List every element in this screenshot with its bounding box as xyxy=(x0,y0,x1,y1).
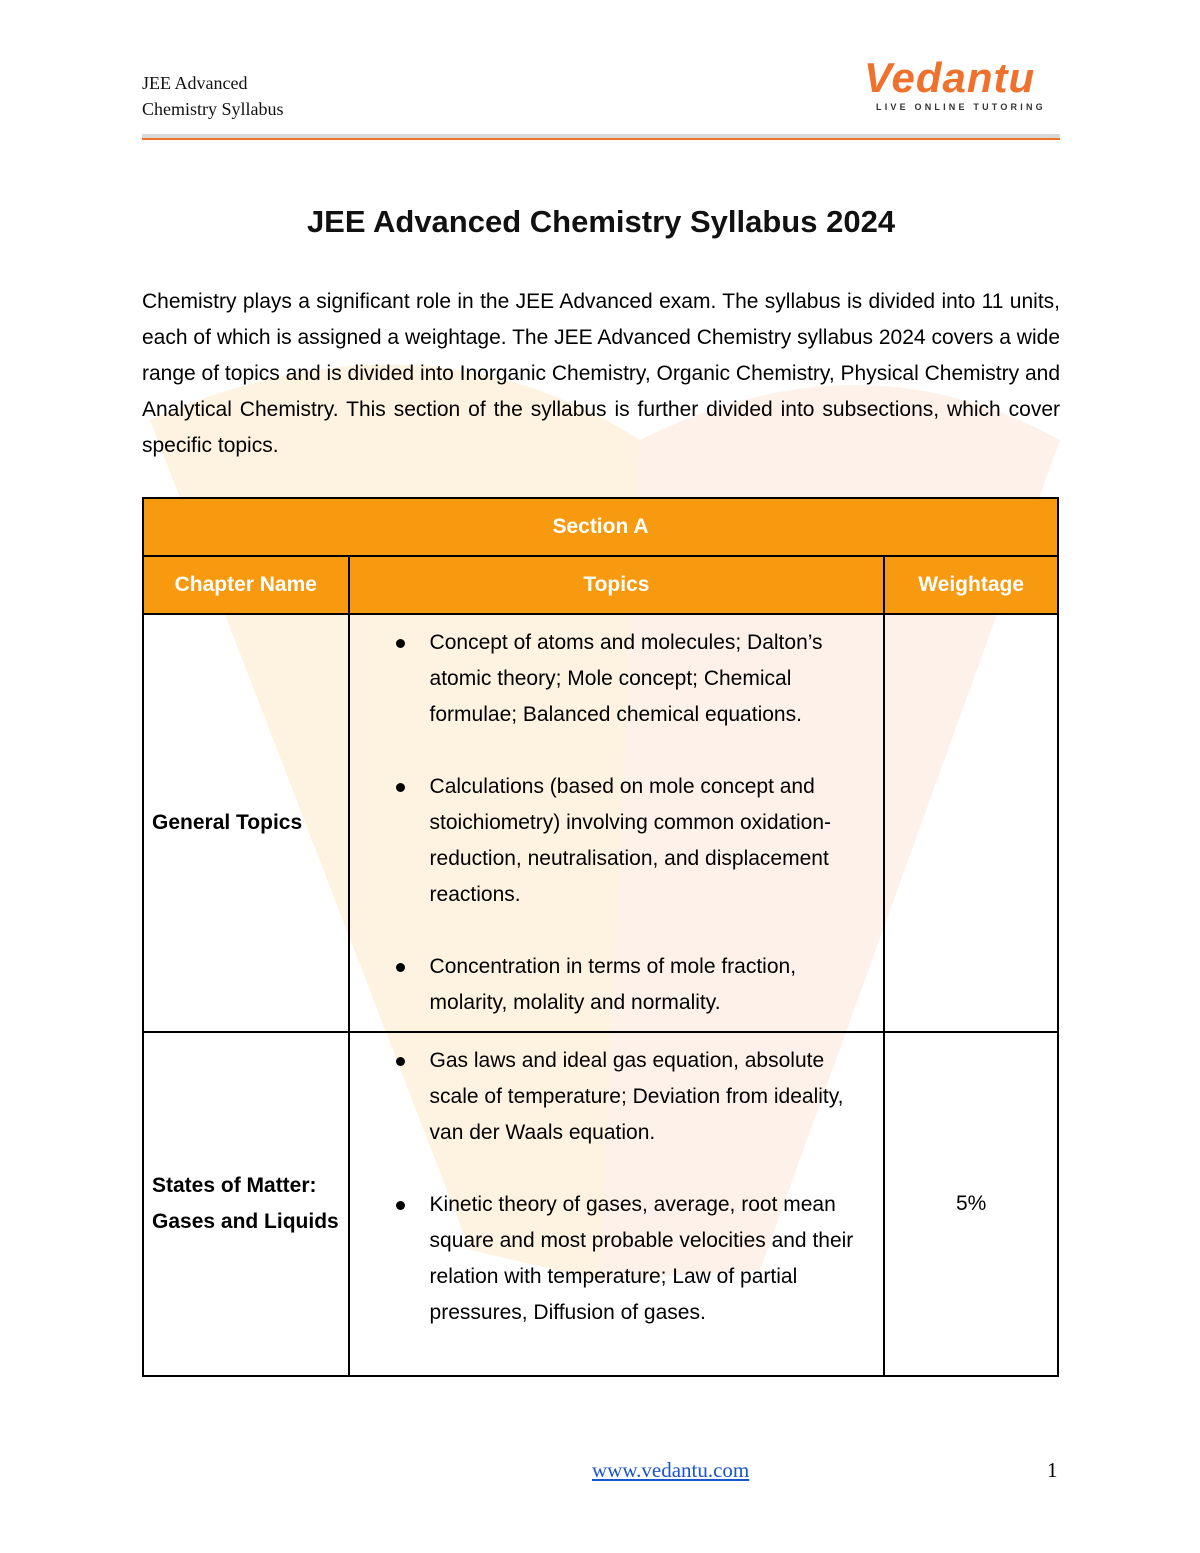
weightage-value xyxy=(884,614,1058,1032)
list-item xyxy=(350,769,874,913)
topic-list xyxy=(350,1043,874,1331)
header-line-1: JEE Advanced xyxy=(142,73,248,93)
topic-text: Concentration in terms of mole fraction, molarity, molality and normality. xyxy=(429,955,797,1014)
logo-tagline: LIVE ONLINE TUTORING xyxy=(876,102,1046,112)
topic-text: Concept of atoms and molecules; Dalton’s atomic theory; Mole concept; Chemical formulae; Balanced chemical equations. xyxy=(429,631,823,726)
list-item xyxy=(350,1043,874,1151)
bullet-icon xyxy=(396,963,405,972)
syllabus-table xyxy=(142,497,1059,1377)
list-item xyxy=(350,625,874,733)
column-header-weightage: Weightage xyxy=(884,556,1058,614)
bullet-icon xyxy=(396,639,405,648)
section-header-row xyxy=(143,498,1058,556)
page-title: JEE Advanced Chemistry Syllabus 2024 xyxy=(306,204,896,239)
table-row xyxy=(143,614,1058,1032)
chapter-name: States of Matter: Gases and Liquids xyxy=(143,1032,349,1376)
website-link[interactable]: www.vedantu.com xyxy=(592,1458,750,1482)
vedantu-logo xyxy=(864,56,1064,116)
document-header xyxy=(142,70,284,122)
bullet-icon xyxy=(396,1201,405,1210)
intro-paragraph: Chemistry plays a significant role in the JEE Advanced exam. The syllabus is divided into 11 units, each of which is assigned a weightage. The JEE Advanced Chemistry syllabus 2024 covers a wide range of topics and is divided into Inorganic Chemistry, Organic Chemistry, Physical Chemistry and Analytical Chemistry. This section of the syllabus is further divided into subsections, which cover specific topics. xyxy=(142,290,1060,457)
topic-text: Calculations (based on mole concept and stoichiometry) involving common oxidation-reduction, neutralisation, and displacement reactions. xyxy=(429,775,832,906)
weightage-value: 5% xyxy=(884,1032,1058,1376)
list-item xyxy=(350,949,874,1021)
section-title: Section A xyxy=(143,498,1058,556)
table-row xyxy=(143,1032,1058,1376)
topics-cell xyxy=(349,1032,885,1376)
topics-cell xyxy=(349,614,885,1032)
column-header-topics: Topics xyxy=(349,556,885,614)
logo-brand-text: Vedantu xyxy=(864,54,1036,101)
bullet-icon xyxy=(396,1057,405,1066)
header-divider xyxy=(142,134,1060,140)
column-header-row xyxy=(143,556,1058,614)
header-line-2: Chemistry Syllabus xyxy=(142,99,284,119)
topic-text: Kinetic theory of gases, average, root mean square and most probable velocities and their relation with temperature; Law of partial pressures, Diffusion of gases. xyxy=(429,1193,854,1324)
page-number: 1 xyxy=(1047,1458,1058,1482)
topic-list xyxy=(350,625,874,1021)
topic-text: Gas laws and ideal gas equation, absolute scale of temperature; Deviation from ideality, van der Waals equation. xyxy=(429,1049,844,1144)
column-header-chapter: Chapter Name xyxy=(143,556,349,614)
bullet-icon xyxy=(396,783,405,792)
list-item xyxy=(350,1187,874,1331)
chapter-name: General Topics xyxy=(143,614,349,1032)
